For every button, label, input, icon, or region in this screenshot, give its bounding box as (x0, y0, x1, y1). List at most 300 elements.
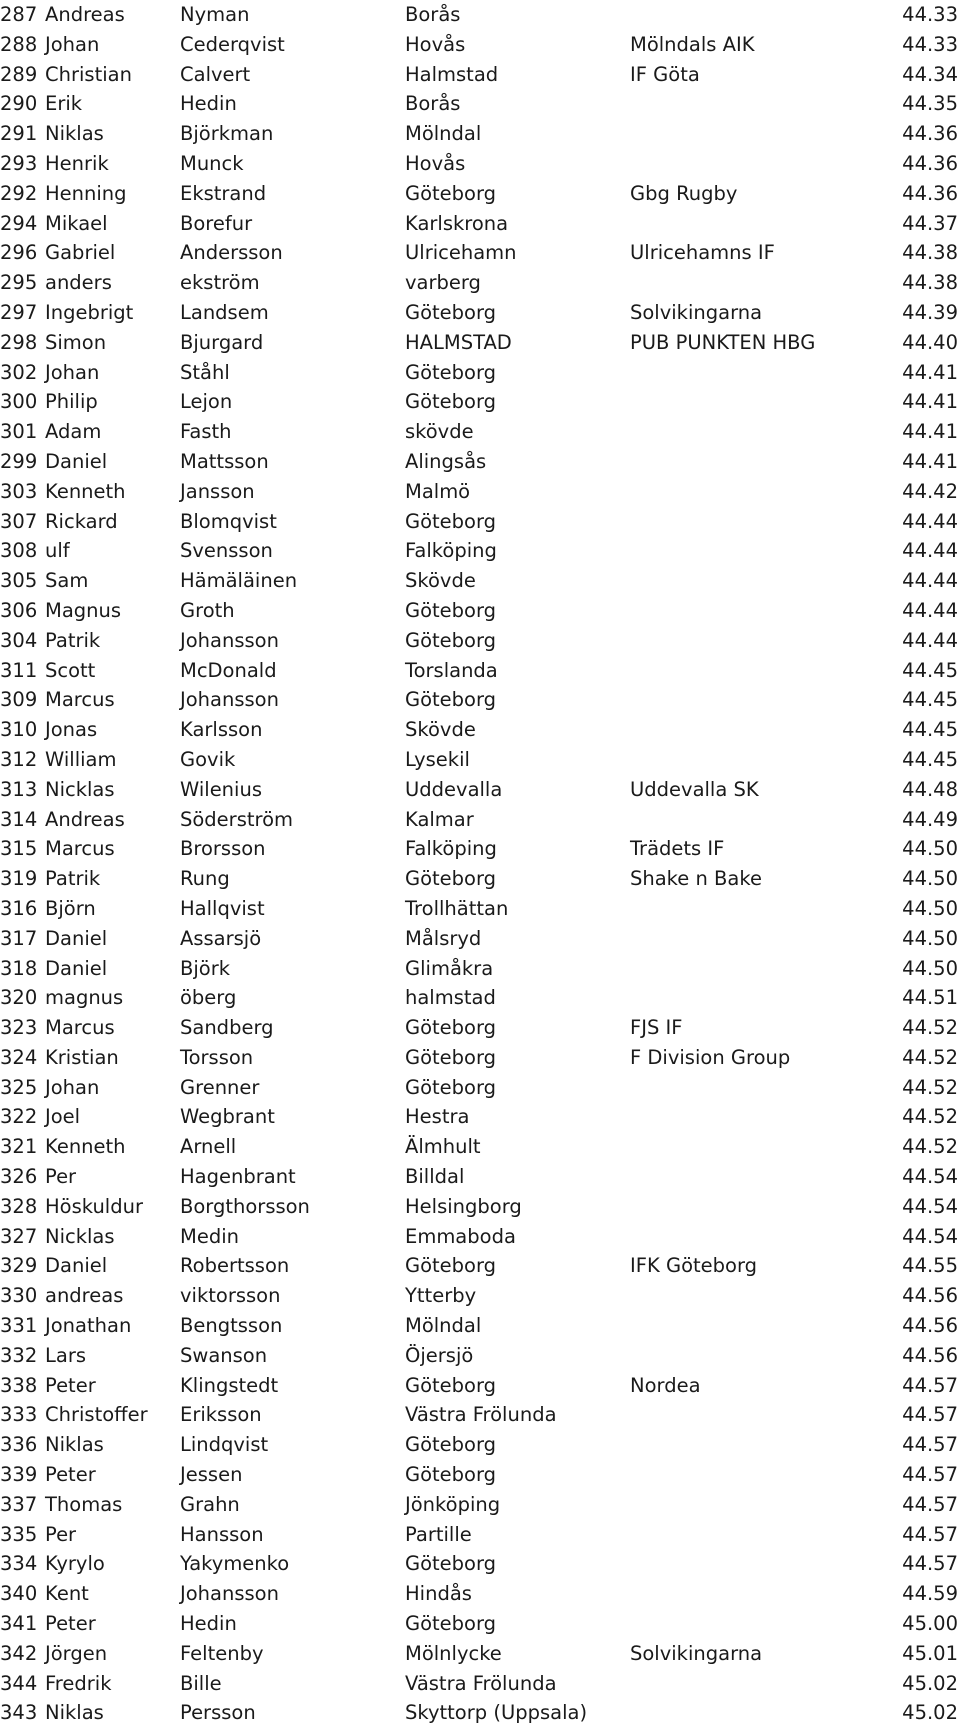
result-first-name: Henrik (45, 151, 109, 175)
result-position: 341 (0, 1612, 38, 1636)
result-position: 327 (0, 1224, 38, 1248)
result-first-name: Lars (45, 1343, 86, 1367)
result-club: Uddevalla SK (630, 777, 759, 801)
result-time: 44.45 (902, 688, 958, 712)
result-first-name: Per (45, 1522, 77, 1546)
result-position: 293 (0, 151, 38, 175)
result-city: Västra Frölunda (405, 1403, 557, 1427)
result-position: 336 (0, 1433, 38, 1457)
result-position: 309 (0, 688, 38, 712)
result-club: IF Göta (630, 62, 700, 86)
result-city: halmstad (405, 986, 496, 1010)
result-city: Emmaboda (405, 1224, 516, 1248)
result-position: 291 (0, 122, 38, 146)
result-last-name: Bengtsson (180, 1314, 283, 1338)
result-position: 316 (0, 896, 38, 920)
result-city: Ulricehamn (405, 241, 517, 265)
result-row (0, 1043, 960, 1073)
result-last-name: Wegbrant (180, 1105, 275, 1129)
result-position: 319 (0, 867, 38, 891)
result-position: 299 (0, 449, 38, 473)
result-row (0, 1579, 960, 1609)
result-position: 306 (0, 598, 38, 622)
result-position: 290 (0, 92, 38, 116)
result-time: 44.45 (902, 747, 958, 771)
result-city: Mölndal (405, 122, 482, 146)
result-position: 334 (0, 1552, 38, 1576)
result-row (0, 149, 960, 179)
result-last-name: Torsson (180, 1045, 254, 1069)
result-row (0, 417, 960, 447)
result-last-name: Robertsson (180, 1254, 290, 1278)
result-position: 322 (0, 1105, 38, 1129)
result-row (0, 1013, 960, 1043)
result-club: Trädets IF (630, 837, 725, 861)
result-time: 44.44 (902, 569, 958, 593)
result-first-name: Niklas (45, 1701, 104, 1725)
result-row (0, 924, 960, 954)
result-first-name: Peter (45, 1463, 96, 1487)
result-city: Göteborg (405, 598, 497, 622)
result-row (0, 745, 960, 775)
result-position: 305 (0, 569, 38, 593)
result-time: 44.57 (902, 1463, 958, 1487)
result-time: 44.44 (902, 509, 958, 533)
result-city: Uddevalla (405, 777, 503, 801)
result-first-name: Fredrik (45, 1671, 112, 1695)
result-row (0, 1400, 960, 1430)
result-position: 310 (0, 718, 38, 742)
result-city: Halmstad (405, 62, 499, 86)
result-row (0, 447, 960, 477)
result-city: Öjersjö (405, 1343, 474, 1367)
result-row (0, 954, 960, 984)
result-first-name: Daniel (45, 449, 108, 473)
result-city: Torslanda (405, 658, 498, 682)
result-time: 44.41 (902, 420, 958, 444)
result-city: skövde (405, 420, 474, 444)
result-time: 44.57 (902, 1373, 958, 1397)
result-city: HALMSTAD (405, 330, 512, 354)
result-time: 44.54 (902, 1224, 958, 1248)
result-position: 287 (0, 3, 38, 26)
result-city: Hovås (405, 32, 466, 56)
result-last-name: Eriksson (180, 1403, 262, 1427)
result-city: Borås (405, 3, 461, 26)
result-first-name: Per (45, 1165, 77, 1189)
result-city: Göteborg (405, 1612, 497, 1636)
result-position: 301 (0, 420, 38, 444)
result-position: 311 (0, 658, 38, 682)
result-row (0, 1698, 960, 1728)
result-last-name: Persson (180, 1701, 256, 1725)
result-city: Göteborg (405, 1075, 497, 1099)
result-position: 289 (0, 62, 38, 86)
result-last-name: Jansson (180, 479, 255, 503)
result-last-name: Rung (180, 867, 230, 891)
result-position: 308 (0, 539, 38, 563)
result-position: 313 (0, 777, 38, 801)
result-last-name: Cederqvist (180, 32, 285, 56)
result-last-name: Assarsjö (180, 926, 262, 950)
result-club: FJS IF (630, 1016, 683, 1040)
result-position: 303 (0, 479, 38, 503)
result-first-name: Patrik (45, 628, 101, 652)
result-club: Mölndals AIK (630, 32, 755, 56)
result-row (0, 1311, 960, 1341)
result-time: 44.42 (902, 479, 958, 503)
result-row (0, 119, 960, 149)
result-row (0, 209, 960, 239)
result-last-name: Landsem (180, 300, 269, 324)
result-city: Glimåkra (405, 956, 494, 980)
result-last-name: Grenner (180, 1075, 260, 1099)
result-last-name: Hämäläinen (180, 569, 298, 593)
result-time: 44.33 (902, 32, 958, 56)
result-time: 44.36 (902, 181, 958, 205)
result-row (0, 775, 960, 805)
result-first-name: Scott (45, 658, 96, 682)
result-last-name: Hedin (180, 92, 237, 116)
result-city: Kalmar (405, 807, 474, 831)
result-time: 44.44 (902, 628, 958, 652)
result-last-name: Ekstrand (180, 181, 267, 205)
result-club: Ulricehamns IF (630, 241, 775, 265)
result-position: 292 (0, 181, 38, 205)
result-time: 44.57 (902, 1403, 958, 1427)
result-first-name: Gabriel (45, 241, 116, 265)
result-position: 324 (0, 1045, 38, 1069)
result-row (0, 1490, 960, 1520)
result-last-name: Munck (180, 151, 244, 175)
result-position: 339 (0, 1463, 38, 1487)
result-city: Göteborg (405, 628, 497, 652)
result-city: Skövde (405, 569, 476, 593)
result-city: Hindås (405, 1582, 472, 1606)
result-city: Falköping (405, 837, 497, 861)
result-first-name: Höskuldur (45, 1194, 143, 1218)
result-first-name: Johan (45, 360, 100, 384)
result-last-name: Klingstedt (180, 1373, 279, 1397)
result-row (0, 1669, 960, 1699)
result-city: Skyttorp (Uppsala) (405, 1701, 588, 1725)
result-city: Lysekil (405, 747, 470, 771)
result-first-name: Adam (45, 420, 102, 444)
result-first-name: Andreas (45, 807, 125, 831)
result-city: Göteborg (405, 1254, 497, 1278)
result-last-name: Groth (180, 598, 235, 622)
result-row (0, 1281, 960, 1311)
result-last-name: Söderström (180, 807, 294, 831)
result-first-name: andreas (45, 1284, 124, 1308)
result-city: Göteborg (405, 1045, 497, 1069)
result-city: Västra Frölunda (405, 1671, 557, 1695)
result-time: 44.57 (902, 1552, 958, 1576)
result-row (0, 1192, 960, 1222)
result-time: 44.48 (902, 777, 958, 801)
result-position: 344 (0, 1671, 38, 1695)
result-position: 342 (0, 1641, 38, 1665)
result-row (0, 805, 960, 835)
result-last-name: Yakymenko (180, 1552, 290, 1576)
result-time: 44.54 (902, 1194, 958, 1218)
result-last-name: Sandberg (180, 1016, 274, 1040)
result-first-name: Peter (45, 1612, 96, 1636)
result-row (0, 656, 960, 686)
result-position: 332 (0, 1343, 38, 1367)
result-time: 44.57 (902, 1492, 958, 1516)
result-first-name: Niklas (45, 1433, 104, 1457)
result-time: 44.44 (902, 539, 958, 563)
result-city: Göteborg (405, 181, 497, 205)
result-time: 44.59 (902, 1582, 958, 1606)
result-row (0, 983, 960, 1013)
result-last-name: Govik (180, 747, 236, 771)
result-time: 44.45 (902, 718, 958, 742)
result-city: Hovås (405, 151, 466, 175)
result-row (0, 30, 960, 60)
result-time: 44.50 (902, 956, 958, 980)
result-city: Jönköping (405, 1492, 501, 1516)
result-city: Göteborg (405, 1463, 497, 1487)
result-city: Mölndal (405, 1314, 482, 1338)
result-first-name: Daniel (45, 1254, 108, 1278)
result-row (0, 298, 960, 328)
result-time: 45.02 (902, 1671, 958, 1695)
result-last-name: Fasth (180, 420, 232, 444)
result-row (0, 1609, 960, 1639)
result-position: 337 (0, 1492, 38, 1516)
result-position: 288 (0, 32, 38, 56)
result-club: Shake n Bake (630, 867, 762, 891)
result-time: 44.52 (902, 1135, 958, 1159)
result-city: Alingsås (405, 449, 487, 473)
result-club: Gbg Rugby (630, 181, 738, 205)
result-position: 323 (0, 1016, 38, 1040)
result-row (0, 477, 960, 507)
result-position: 315 (0, 837, 38, 861)
result-last-name: Andersson (180, 241, 283, 265)
result-time: 44.38 (902, 271, 958, 295)
result-row (0, 507, 960, 537)
result-time: 44.33 (902, 3, 958, 26)
result-position: 338 (0, 1373, 38, 1397)
result-row (0, 1073, 960, 1103)
result-position: 343 (0, 1701, 38, 1725)
result-time: 44.57 (902, 1522, 958, 1546)
result-row (0, 328, 960, 358)
result-first-name: Henning (45, 181, 127, 205)
result-last-name: Feltenby (180, 1641, 264, 1665)
result-time: 45.02 (902, 1701, 958, 1725)
result-first-name: ulf (45, 539, 70, 563)
result-city: Målsryd (405, 926, 482, 950)
result-position: 297 (0, 300, 38, 324)
result-position: 298 (0, 330, 38, 354)
result-city: Skövde (405, 718, 476, 742)
result-club: Solvikingarna (630, 300, 763, 324)
result-last-name: Björk (180, 956, 231, 980)
result-position: 328 (0, 1194, 38, 1218)
result-first-name: magnus (45, 986, 124, 1010)
result-first-name: Kenneth (45, 479, 126, 503)
result-last-name: Blomqvist (180, 509, 277, 533)
result-row (0, 1251, 960, 1281)
result-first-name: Mikael (45, 211, 108, 235)
result-city: Trollhättan (405, 896, 509, 920)
result-first-name: Ingebrigt (45, 300, 134, 324)
result-last-name: Bille (180, 1671, 222, 1695)
result-first-name: Christian (45, 62, 132, 86)
result-time: 44.38 (902, 241, 958, 265)
result-row (0, 1639, 960, 1669)
result-first-name: Marcus (45, 688, 115, 712)
result-first-name: William (45, 747, 117, 771)
result-position: 325 (0, 1075, 38, 1099)
result-time: 44.50 (902, 837, 958, 861)
result-city: Göteborg (405, 688, 497, 712)
result-row (0, 715, 960, 745)
result-row (0, 1102, 960, 1132)
result-last-name: Brorsson (180, 837, 266, 861)
result-row (0, 834, 960, 864)
result-time: 44.39 (902, 300, 958, 324)
result-row (0, 536, 960, 566)
result-time: 44.56 (902, 1314, 958, 1338)
result-position: 296 (0, 241, 38, 265)
result-city: Göteborg (405, 390, 497, 414)
result-last-name: Hansson (180, 1522, 264, 1546)
result-time: 44.56 (902, 1343, 958, 1367)
result-time: 44.41 (902, 390, 958, 414)
result-time: 44.54 (902, 1165, 958, 1189)
result-city: Göteborg (405, 1373, 497, 1397)
result-row (0, 1341, 960, 1371)
result-position: 331 (0, 1314, 38, 1338)
result-row (0, 685, 960, 715)
result-last-name: Grahn (180, 1492, 240, 1516)
result-last-name: Hagenbrant (180, 1165, 296, 1189)
result-row (0, 1549, 960, 1579)
result-last-name: Lejon (180, 390, 233, 414)
result-last-name: Medin (180, 1224, 239, 1248)
result-first-name: Jonathan (45, 1314, 132, 1338)
result-city: Helsingborg (405, 1194, 522, 1218)
result-first-name: Kenneth (45, 1135, 126, 1159)
result-row (0, 89, 960, 119)
result-time: 44.41 (902, 360, 958, 384)
result-city: Göteborg (405, 300, 497, 324)
result-last-name: Mattsson (180, 449, 269, 473)
result-first-name: Nicklas (45, 777, 115, 801)
result-first-name: Johan (45, 32, 100, 56)
result-last-name: Lindqvist (180, 1433, 269, 1457)
result-position: 318 (0, 956, 38, 980)
result-first-name: Magnus (45, 598, 122, 622)
result-first-name: Kristian (45, 1045, 119, 1069)
result-first-name: Kent (45, 1582, 89, 1606)
result-position: 329 (0, 1254, 38, 1278)
result-time: 44.56 (902, 1284, 958, 1308)
result-row (0, 566, 960, 596)
result-time: 44.57 (902, 1433, 958, 1457)
result-time: 44.41 (902, 449, 958, 473)
result-city: Göteborg (405, 867, 497, 891)
result-time: 44.44 (902, 598, 958, 622)
result-time: 44.52 (902, 1075, 958, 1099)
result-time: 44.52 (902, 1016, 958, 1040)
result-position: 317 (0, 926, 38, 950)
result-position: 304 (0, 628, 38, 652)
result-position: 312 (0, 747, 38, 771)
result-time: 44.34 (902, 62, 958, 86)
result-city: Göteborg (405, 509, 497, 533)
result-first-name: Nicklas (45, 1224, 115, 1248)
result-row (0, 1430, 960, 1460)
result-first-name: Marcus (45, 837, 115, 861)
result-first-name: Erik (45, 92, 83, 116)
result-city: Göteborg (405, 1016, 497, 1040)
result-city: Göteborg (405, 1552, 497, 1576)
result-last-name: Johansson (180, 628, 279, 652)
result-time: 44.52 (902, 1105, 958, 1129)
result-row (0, 894, 960, 924)
result-time: 44.45 (902, 658, 958, 682)
result-city: Göteborg (405, 1433, 497, 1457)
result-last-name: ekström (180, 271, 260, 295)
result-row (0, 626, 960, 656)
result-time: 44.35 (902, 92, 958, 116)
result-time: 44.36 (902, 151, 958, 175)
result-first-name: Christoffer (45, 1403, 148, 1427)
result-time: 44.50 (902, 867, 958, 891)
result-first-name: Kyrylo (45, 1552, 105, 1576)
result-position: 321 (0, 1135, 38, 1159)
result-last-name: Swanson (180, 1343, 268, 1367)
result-last-name: Björkman (180, 122, 274, 146)
result-last-name: Nyman (180, 3, 250, 26)
result-position: 295 (0, 271, 38, 295)
result-position: 326 (0, 1165, 38, 1189)
result-last-name: McDonald (180, 658, 277, 682)
result-first-name: Joel (45, 1105, 81, 1129)
result-last-name: Hallqvist (180, 896, 265, 920)
result-first-name: Sam (45, 569, 89, 593)
result-first-name: Niklas (45, 122, 104, 146)
result-position: 302 (0, 360, 38, 384)
result-last-name: viktorsson (180, 1284, 281, 1308)
result-first-name: Marcus (45, 1016, 115, 1040)
result-row (0, 1222, 960, 1252)
result-last-name: Borgthorsson (180, 1194, 310, 1218)
result-city: Mölnlycke (405, 1641, 502, 1665)
result-club: Nordea (630, 1373, 701, 1397)
result-city: Karlskrona (405, 211, 509, 235)
result-city: Falköping (405, 539, 497, 563)
result-row (0, 1520, 960, 1550)
result-first-name: Andreas (45, 3, 125, 26)
result-last-name: Svensson (180, 539, 273, 563)
result-first-name: anders (45, 271, 112, 295)
result-first-name: Jörgen (45, 1641, 108, 1665)
result-city: Billdal (405, 1165, 465, 1189)
result-first-name: Patrik (45, 867, 101, 891)
result-row (0, 1460, 960, 1490)
result-first-name: Simon (45, 330, 107, 354)
result-row (0, 238, 960, 268)
result-club: Solvikingarna (630, 1641, 763, 1665)
result-time: 44.49 (902, 807, 958, 831)
